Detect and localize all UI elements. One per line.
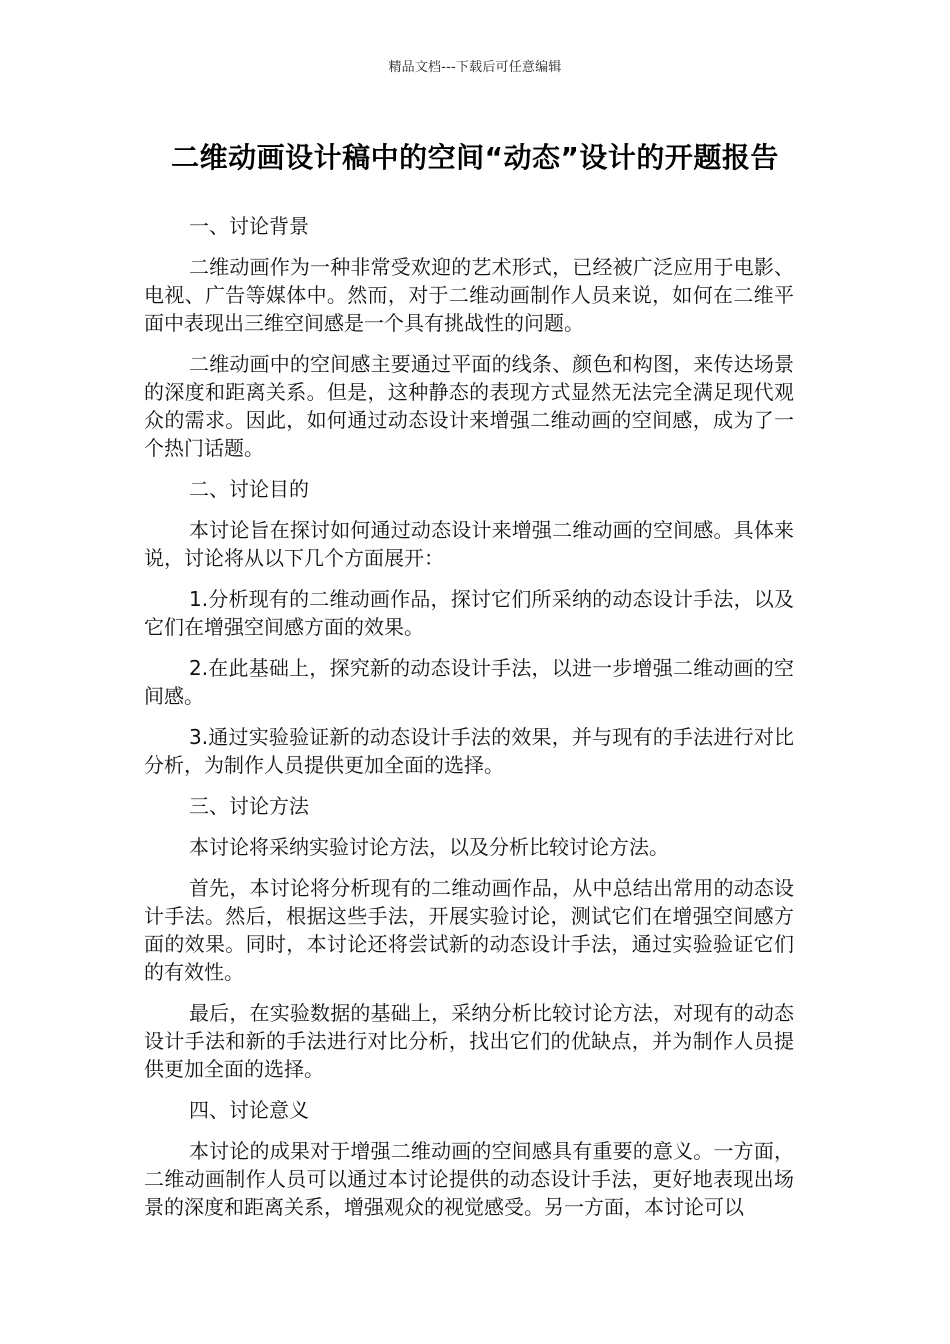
list-item: 3.通过实验验证新的动态设计手法的效果，并与现有的手法进行对比分析，为制作人员提供更加全面的选择。 [144, 725, 794, 777]
paragraph: 最后，在实验数据的基础上，采纳分析比较讨论方法，对现有的动态设计手法和新的手法进行对比分析，找出它们的优缺点，并为制作人员提供更加全面的选择。 [144, 1001, 794, 1081]
list-item: 2.在此基础上，探究新的动态设计手法，以进一步增强二维动画的空间感。 [144, 656, 794, 708]
paragraph: 二维动画中的空间感主要通过平面的线条、颜色和构图，来传达场景的深度和距离关系。但是，这种静态的表现方式显然无法完全满足现代观众的需求。因此，如何通过动态设计来增强二维动画的空间感，成为了一个热门话题。 [144, 352, 794, 460]
document-title: 二维动画设计稿中的空间“动态”设计的开题报告 [171, 141, 779, 174]
section-heading-significance: 四、讨论意义 [189, 1098, 309, 1122]
page-header: 精品文档---下载后可任意编辑 [388, 60, 562, 75]
paragraph: 本讨论的成果对于增强二维动画的空间感具有重要的意义。一方面，二维动画制作人员可以通过本讨论提供的动态设计手法，更好地表现出场景的深度和距离关系，增强观众的视觉感受。另一方面，本讨论可以 [144, 1139, 794, 1219]
paragraph: 本讨论将采纳实验讨论方法，以及分析比较讨论方法。 [189, 835, 669, 859]
paragraph: 二维动画作为一种非常受欢迎的艺术形式，已经被广泛应用于电影、电视、广告等媒体中。然而，对于二维动画制作人员来说，如何在二维平面中表现出三维空间感是一个具有挑战性的问题。 [144, 255, 794, 335]
document-body [144, 212, 794, 1234]
paragraph: 本讨论旨在探讨如何通过动态设计来增强二维动画的空间感。具体来说，讨论将从以下几个方面展开： [144, 518, 794, 570]
paragraph: 首先，本讨论将分析现有的二维动画作品，从中总结出常用的动态设计手法。然后，根据这些手法，开展实验讨论，测试它们在增强空间感方面的效果。同时，本讨论还将尝试新的动态设计手法，通过实验验证它们的有效性。 [144, 876, 794, 984]
section-heading-background: 一、讨论背景 [189, 214, 309, 238]
section-heading-purpose: 二、讨论目的 [189, 477, 309, 501]
list-item: 1.分析现有的二维动画作品，探讨它们所采纳的动态设计手法，以及它们在增强空间感方面的效果。 [144, 587, 794, 639]
section-heading-method: 三、讨论方法 [189, 794, 309, 818]
